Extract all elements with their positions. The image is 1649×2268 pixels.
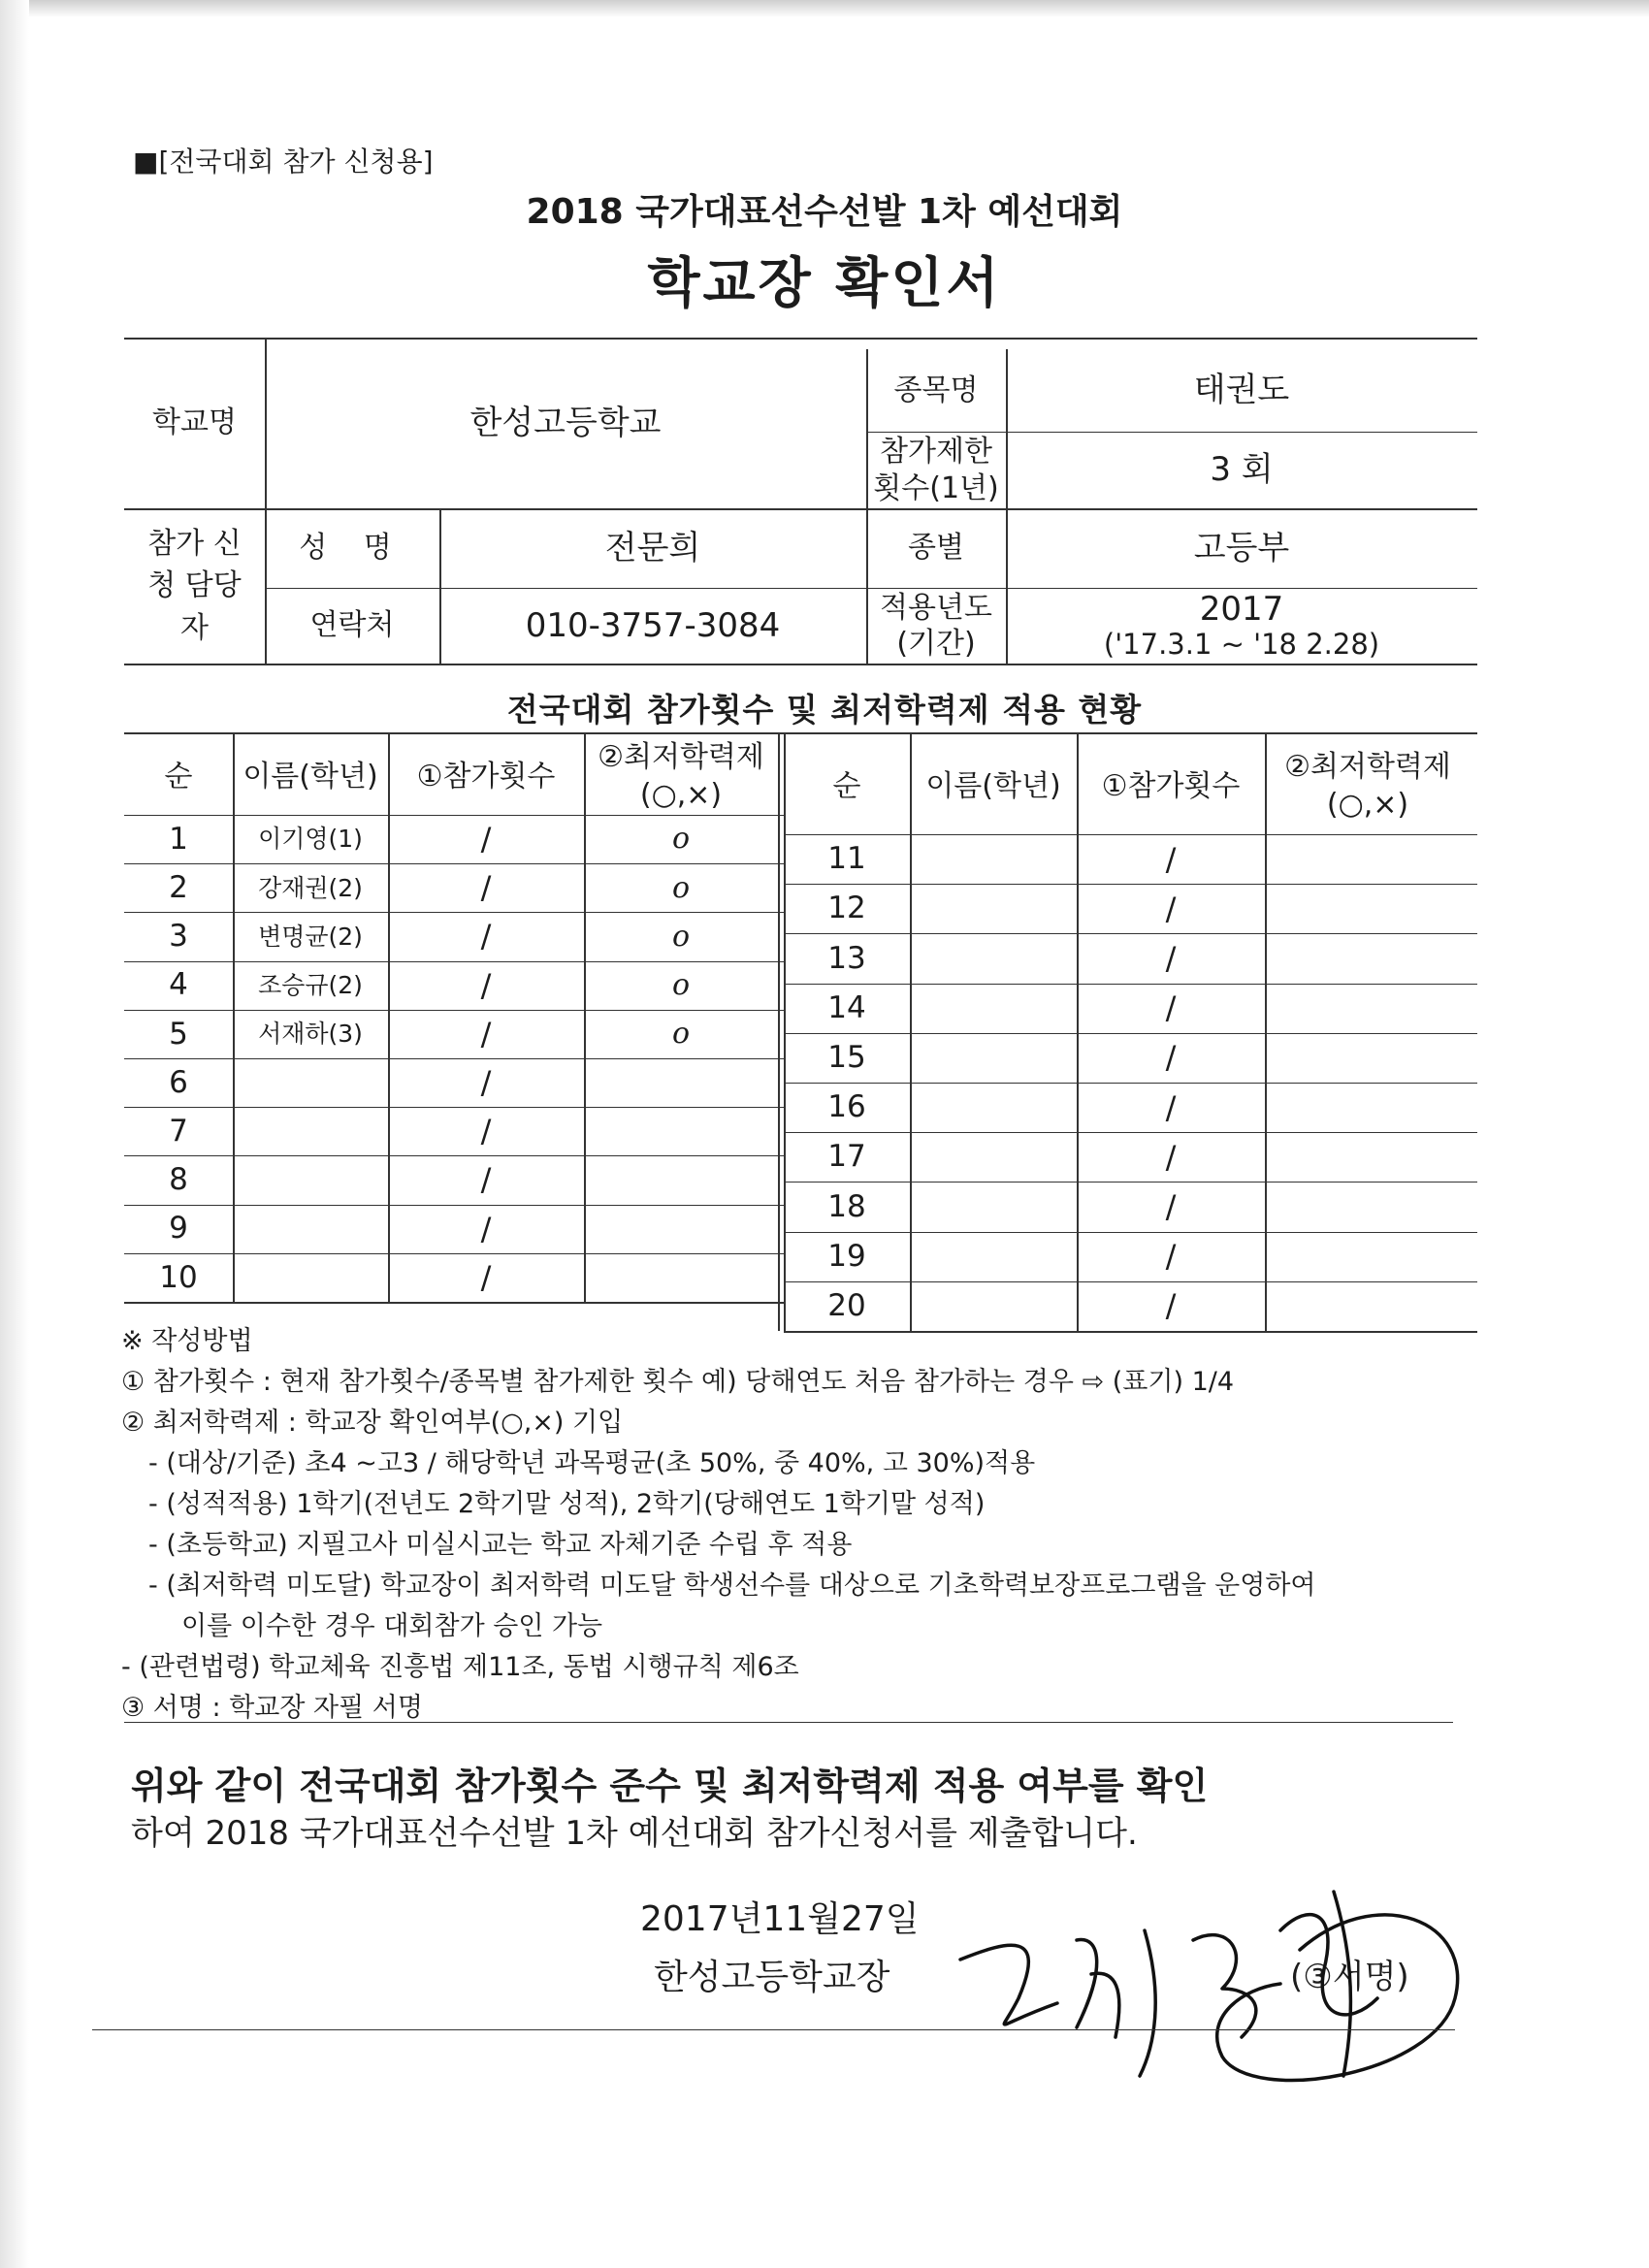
- student-name: [910, 1232, 1077, 1281]
- event-value: 태권도: [1193, 371, 1290, 410]
- row-number: 19: [827, 1238, 866, 1274]
- min-grade-mark: [1265, 933, 1471, 983]
- participation-count: /: [1165, 1187, 1177, 1225]
- year-label: 적용년도 (기간): [880, 590, 992, 661]
- student-name: [233, 1253, 388, 1302]
- year-value: 2017: [1199, 589, 1284, 629]
- student-name: [233, 1058, 388, 1107]
- note-item-3: ③ 서명 : 학교장 자필 서명: [121, 1693, 423, 1723]
- row-number: 20: [827, 1288, 866, 1324]
- student-name: [233, 1155, 388, 1204]
- division-label: 종별: [908, 531, 964, 566]
- note-sub-4a: - (최저학력 미도달) 학교장이 최저학력 미도달 학생선수를 대상으로 기초학력보장프로그램을 운영하여: [148, 1571, 1316, 1601]
- row-number: 6: [169, 1064, 188, 1100]
- min-grade-mark: [1265, 1182, 1471, 1231]
- min-grade-mark: [1265, 1232, 1471, 1281]
- limit-label: 참가제한 횟수(1년): [873, 435, 999, 505]
- participation-count: /: [1165, 989, 1177, 1027]
- document-title: 학교장 확인서: [647, 252, 1002, 315]
- row-number: 9: [169, 1211, 188, 1247]
- name-label: 성 명: [299, 531, 405, 566]
- writing-instructions: [121, 1321, 1316, 1729]
- header-count-right: ①참가횟수: [1101, 768, 1241, 803]
- notes-heading: ※ 작성방법: [121, 1326, 253, 1356]
- min-grade-mark: [1265, 1033, 1471, 1083]
- participation-count: /: [1165, 1138, 1177, 1176]
- student-name: 서재하(3): [258, 1020, 363, 1049]
- participation-count: /: [1165, 1238, 1177, 1276]
- participation-count: /: [1165, 840, 1177, 878]
- min-grade-mark: o: [671, 870, 691, 905]
- note-sub-3: - (초등학교) 지필고사 미실시교는 학교 자체기준 수립 후 적용: [148, 1530, 853, 1560]
- student-name: 강재권(2): [258, 873, 363, 902]
- issue-date: 2017년11월27일: [640, 1899, 920, 1939]
- declaration-line-1: 위와 같이 전국대회 참가횟수 준수 및 최저학력제 적용 여부를 확인: [131, 1765, 1209, 1807]
- note-item-2: ② 최저학력제 : 학교장 확인여부(○,×) 기입: [121, 1408, 624, 1438]
- min-grade-mark: [584, 1058, 778, 1107]
- min-grade-mark: [1265, 984, 1471, 1033]
- participation-count: /: [480, 918, 492, 956]
- row-number: 3: [169, 919, 188, 955]
- note-sub-4b: 이를 이수한 경우 대회참가 승인 가능: [181, 1611, 603, 1641]
- student-name: [910, 1132, 1077, 1182]
- student-name: [910, 984, 1077, 1033]
- student-name: 변명균(2): [258, 922, 363, 951]
- declaration-line-2: 하여 2018 국가대표선수선발 1차 예선대회 참가신청서를 제출합니다.: [131, 1814, 1138, 1853]
- row-number: 18: [827, 1188, 866, 1224]
- student-name: [233, 1205, 388, 1253]
- student-name: [910, 1182, 1077, 1231]
- event-label: 종목명: [893, 373, 979, 407]
- form-tag: ■[전국대회 참가 신청용]: [133, 146, 434, 178]
- limit-value: 3 회: [1210, 450, 1274, 490]
- participation-count: /: [1165, 1088, 1177, 1126]
- row-number: 12: [827, 891, 866, 926]
- min-grade-mark: o: [671, 1017, 691, 1052]
- min-grade-mark: [584, 1155, 778, 1204]
- header-min-grade-right: ②최저학력제 (○,×): [1284, 750, 1451, 822]
- principal-signature: [931, 1882, 1513, 2105]
- participation-count: /: [480, 1161, 492, 1199]
- row-number: 10: [159, 1259, 198, 1295]
- note-sub-2: - (성적적용) 1학기(전년도 2학기말 성적), 2학기(당해연도 1학기말 성적): [148, 1489, 986, 1519]
- year-period: ('17.3.1 ~ '18 2.28): [1103, 627, 1380, 661]
- participation-count: /: [1165, 1039, 1177, 1077]
- note-sub-5: - (관련법령) 학교체육 진흥법 제11조, 동법 시행규칙 제6조: [121, 1652, 799, 1682]
- student-name: 이기영(1): [258, 825, 363, 854]
- row-number: 11: [827, 841, 866, 877]
- min-grade-mark: [1265, 834, 1471, 884]
- participation-count: /: [1165, 1287, 1177, 1325]
- header-name-left: 이름(학년): [242, 759, 378, 794]
- min-grade-mark: [584, 1107, 778, 1155]
- row-number: 7: [169, 1113, 188, 1149]
- student-name: [910, 834, 1077, 884]
- student-name: [910, 1033, 1077, 1083]
- scan-shadow: [0, 0, 1649, 17]
- contact-label: 연락처: [309, 608, 395, 643]
- name-value: 전문희: [604, 528, 701, 567]
- principal-title: 한성고등학교장: [654, 1958, 890, 1997]
- header-count-left: ①참가횟수: [416, 759, 556, 794]
- row-number: 14: [827, 989, 866, 1025]
- min-grade-mark: [1265, 1132, 1471, 1182]
- row-number: 2: [169, 869, 188, 905]
- school-value: 한성고등학교: [469, 403, 662, 442]
- row-number: 16: [827, 1089, 866, 1125]
- row-number: 13: [827, 940, 866, 976]
- header-name-right: 이름(학년): [925, 768, 1061, 803]
- student-name: [910, 1083, 1077, 1132]
- min-grade-mark: [584, 1253, 778, 1302]
- status-table-title: 전국대회 참가횟수 및 최저학력제 적용 현황: [506, 691, 1143, 729]
- participation-count: /: [480, 1210, 492, 1247]
- participation-count: /: [480, 1015, 492, 1053]
- min-grade-mark: o: [671, 919, 691, 954]
- row-number: 8: [169, 1162, 188, 1198]
- student-name: [910, 933, 1077, 983]
- note-item-1: ① 참가횟수 : 현재 참가횟수/종목별 참가제한 횟수 예) 당해연도 처음 참가하는 경우 ⇨ (표기) 1/4: [121, 1367, 1235, 1397]
- participation-count: /: [480, 821, 492, 859]
- participation-count: /: [480, 1064, 492, 1102]
- header-no-right: 순: [832, 768, 861, 803]
- min-grade-mark: o: [671, 967, 691, 1002]
- signature-label: (③서명): [1290, 1958, 1409, 1996]
- row-number: 4: [169, 967, 188, 1003]
- min-grade-mark: [1265, 1083, 1471, 1132]
- student-name: [910, 884, 1077, 933]
- participation-count: /: [1165, 939, 1177, 977]
- applicant-label: 참가 신청 담당자: [147, 526, 242, 645]
- min-grade-mark: o: [671, 822, 691, 857]
- scan-edge-shadow: [0, 0, 29, 2268]
- division-value: 고등부: [1193, 528, 1290, 567]
- participation-count: /: [480, 1258, 492, 1296]
- min-grade-mark: [1265, 884, 1471, 933]
- participation-count: /: [480, 1113, 492, 1150]
- row-number: 1: [169, 821, 188, 857]
- document-subtitle: 2018 국가대표선수선발 1차 예선대회: [526, 192, 1123, 232]
- header-no-left: 순: [164, 759, 193, 794]
- participation-count: /: [480, 869, 492, 907]
- min-grade-mark: [584, 1205, 778, 1253]
- note-sub-1: - (대상/기준) 초4 ~고3 / 해당학년 과목평균(초 50%, 중 40%, 고 30%)적용: [148, 1448, 1036, 1478]
- participation-count: /: [1165, 890, 1177, 927]
- student-name: 조승규(2): [258, 971, 363, 1000]
- row-number: 15: [827, 1040, 866, 1076]
- participation-count: /: [480, 966, 492, 1004]
- school-label: 학교명: [152, 405, 237, 440]
- row-number: 5: [169, 1016, 188, 1052]
- row-number: 17: [827, 1139, 866, 1175]
- contact-value: 010-3757-3084: [525, 605, 781, 645]
- student-name: [233, 1107, 388, 1155]
- header-min-grade-left: ②최저학력제 (○,×): [598, 740, 764, 812]
